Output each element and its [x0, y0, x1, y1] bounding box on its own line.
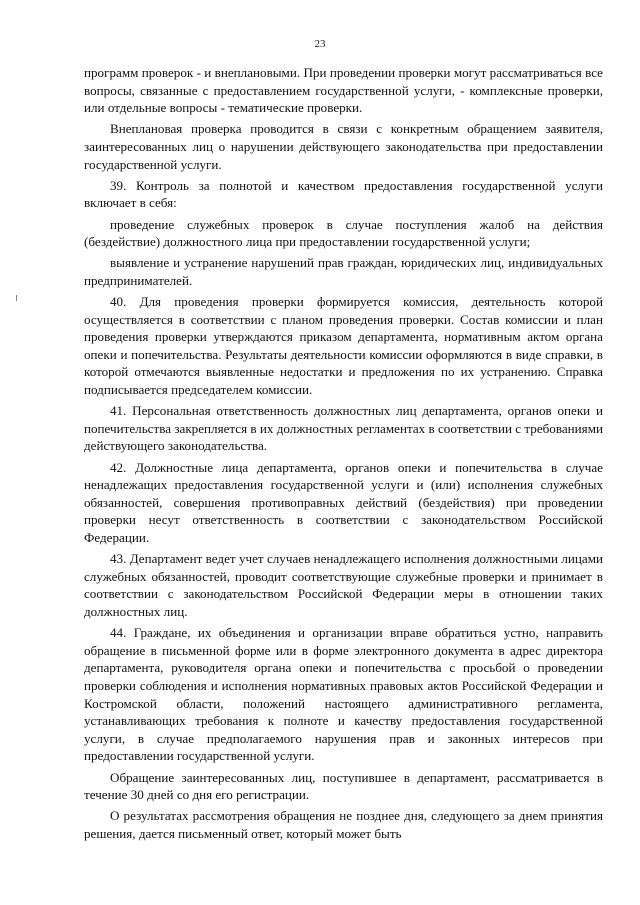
paragraph-appeal-result: О результатах рассмотрения обращения не позднее дня, следующего за днем принятия решения, дается письменный ответ, который может быть [84, 808, 603, 841]
paragraph-43: 43. Департамент ведет учет случаев ненадлежащего исполнения должностными лицами служебных обязанностей, проводит соответствующие служебные проверки и принимает в соответствии с законодательством Российской Федерации меры в отношении таких должностных лиц. [84, 551, 603, 619]
paragraph-39: 39. Контроль за полнотой и качеством предоставления государственной услуги включает в себя: [84, 177, 603, 211]
page-number: 23 [314, 38, 326, 50]
scan-margin-mark [16, 295, 17, 301]
paragraph-42: 42. Должностные лица департамента, органов опеки и попечительства в случае ненадлежащих предоставления государственной услуги и (или) исполнения служебных обязанностей, совершения противоправных действий (бездействия) при проведении проверки несут ответственность в соответствии с законодательством Российской Федерации. [84, 459, 603, 545]
paragraph-44: 44. Граждане, их объединения и организации вправе обратиться устно, направить обращение в письменной форме или в форме электронного документа в адрес директора департамента, руководителя органа опеки и попечительства с просьбой о проведении проверки соблюдения и исполнения нормативных правовых актов Российской Федерации и Костромской области, положений настоящего административного регламента, устанавливающих требования к полноте и качеству предоставления государственной услуги, в случае предполагаемого нарушения прав и законных интересов при предоставлении государственной услуги. [84, 625, 603, 764]
paragraph-appeal-term: Обращение заинтересованных лиц, поступившее в департамент, рассматривается в течение 30 дней со дня его регистрации. [84, 769, 603, 803]
paragraph-39-item-2: выявление и устранение нарушений прав граждан, юридических лиц, индивидуальных предпринимателей. [84, 255, 603, 288]
paragraph-41: 41. Персональная ответственность должностных лиц департамента, органов опеки и попечительства закрепляется в их должностных регламентах в соответствии с требованиями действующего законодательства. [84, 403, 603, 454]
document-body [84, 64, 603, 846]
paragraph-unscheduled-inspection: Внеплановая проверка проводится в связи с конкретным обращением заявителя, заинтересованных лиц о нарушении действующего законодательства при предоставлении государственной услуги. [84, 121, 603, 172]
paragraph-continuation: программ проверок - и внеплановыми. При проведении проверки могут рассматриваться все вопросы, связанные с предоставлением государственной услуги, - комплексные проверки, или отдельные вопросы - тематические проверки. [84, 65, 603, 116]
paragraph-40: 40. Для проведения проверки формируется комиссия, деятельность которой осуществляется в соответствии с планом проведения проверки. Состав комиссии и план проведения проверки утверждаются приказом департамента, нормативным актом органа опеки и попечительства. Результаты деятельности комиссии оформляются в виде справки, в которой отмечаются выявленные недостатки и предложения по их устранению. Справка подписывается председателем комиссии. [84, 294, 603, 398]
paragraph-39-item-1: проведение служебных проверок в случае поступления жалоб на действия (бездействие) должностного лица при предоставлении государственной услуги; [84, 216, 603, 250]
